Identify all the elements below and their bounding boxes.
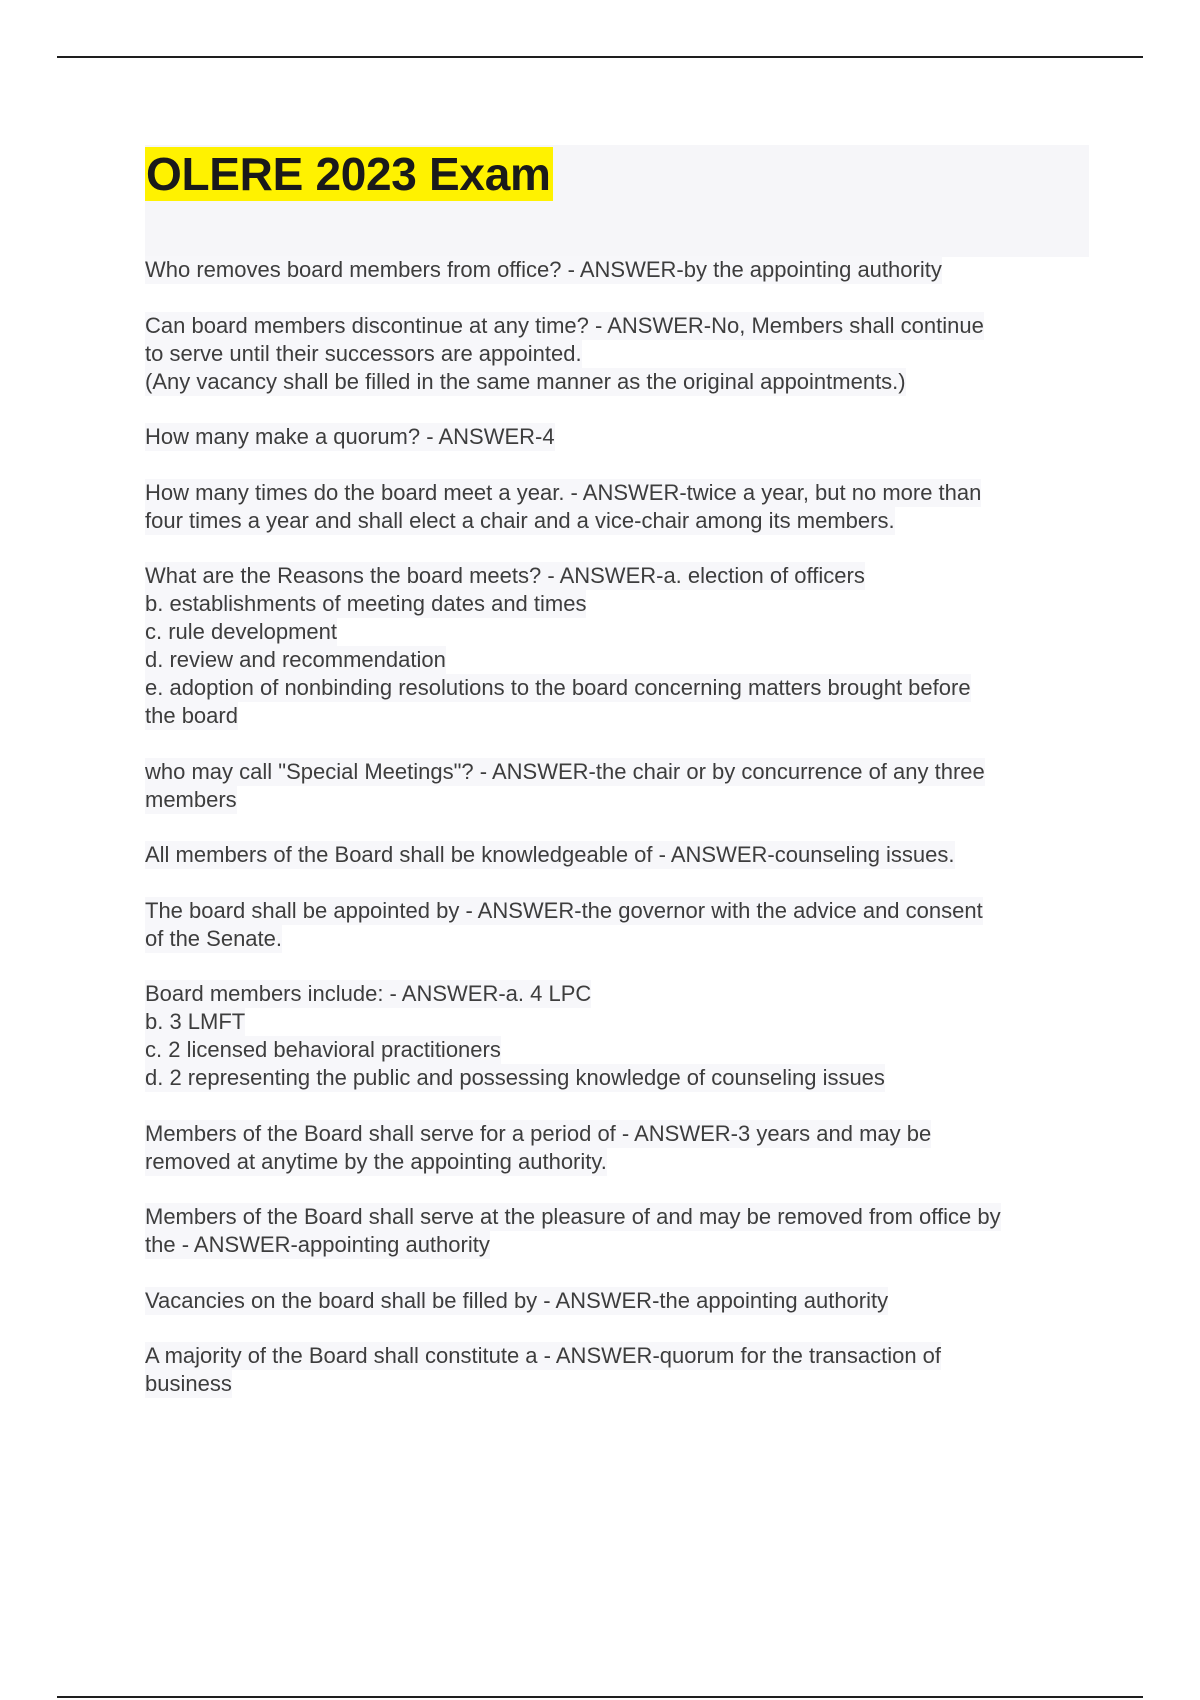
- qa-line: c. rule development: [145, 619, 337, 644]
- qa-line: c. 2 licensed behavioral practitioners: [145, 1037, 501, 1062]
- qa-line: business: [145, 1371, 232, 1396]
- header-rule: [57, 56, 1143, 58]
- qa-item: [145, 1287, 1090, 1315]
- page-title: OLERE 2023 Exam: [146, 148, 551, 200]
- qa-item: [145, 841, 1090, 869]
- qa-line: e. adoption of nonbinding resolutions to the board concerning matters brought before: [145, 675, 971, 700]
- qa-line: d. 2 representing the public and possessing knowledge of counseling issues: [145, 1065, 885, 1090]
- qa-line: d. review and recommendation: [145, 647, 446, 672]
- qa-line: How many times do the board meet a year. - ANSWER-twice a year, but no more than: [145, 479, 982, 505]
- qa-line: the board: [145, 703, 238, 728]
- qa-line: Board members include: - ANSWER-a. 4 LPC: [145, 981, 592, 1006]
- qa-line: All members of the Board shall be knowledgeable of - ANSWER-counseling issues.: [145, 842, 955, 867]
- qa-item: [145, 562, 1090, 730]
- qa-item: [145, 479, 1090, 535]
- qa-line: b. 3 LMFT: [145, 1009, 246, 1034]
- qa-line: A majority of the Board shall constitute a - ANSWER-quorum for the transaction of: [145, 1343, 942, 1368]
- qa-line: Vacancies on the board shall be filled by - ANSWER-the appointing authority: [145, 1287, 889, 1313]
- qa-line: to serve until their successors are appointed.: [145, 340, 582, 366]
- qa-line: b. establishments of meeting dates and times: [145, 591, 587, 616]
- qa-item: [145, 256, 1090, 284]
- qa-item: [145, 312, 1090, 396]
- qa-line: members: [145, 786, 237, 812]
- qa-line: removed at anytime by the appointing authority.: [145, 1148, 607, 1174]
- qa-line: What are the Reasons the board meets? - ANSWER-a. election of officers: [145, 563, 865, 588]
- qa-item: [145, 423, 1090, 451]
- qa-line: of the Senate.: [145, 925, 282, 951]
- qa-item: [145, 1120, 1090, 1176]
- qa-line: (Any vacancy shall be filled in the same manner as the original appointments.): [145, 368, 906, 394]
- qa-line: Can board members discontinue at any time? - ANSWER-No, Members shall continue: [145, 312, 984, 338]
- qa-item: [145, 897, 1090, 953]
- qa-line: Who removes board members from office? - ANSWER-by the appointing authority: [145, 257, 942, 282]
- qa-item: [145, 1342, 1090, 1398]
- qa-line: four times a year and shall elect a chair and a vice-chair among its members.: [145, 507, 895, 533]
- qa-line: who may call "Special Meetings"? - ANSWER-the chair or by concurrence of any three: [145, 758, 985, 784]
- qa-line: Members of the Board shall serve at the pleasure of and may be removed from office by: [145, 1204, 1001, 1229]
- qa-line: The board shall be appointed by - ANSWER-the governor with the advice and consent: [145, 897, 983, 923]
- qa-item: [145, 980, 1090, 1092]
- qa-line: Members of the Board shall serve for a period of - ANSWER-3 years and may be: [145, 1120, 932, 1146]
- qa-line: How many make a quorum? - ANSWER-4: [145, 424, 555, 449]
- qa-item: [145, 758, 1090, 814]
- qa-line: the - ANSWER-appointing authority: [145, 1232, 490, 1257]
- footer-rule: [57, 1696, 1143, 1698]
- qa-item: [145, 1203, 1090, 1259]
- qa-list: [145, 256, 1090, 1426]
